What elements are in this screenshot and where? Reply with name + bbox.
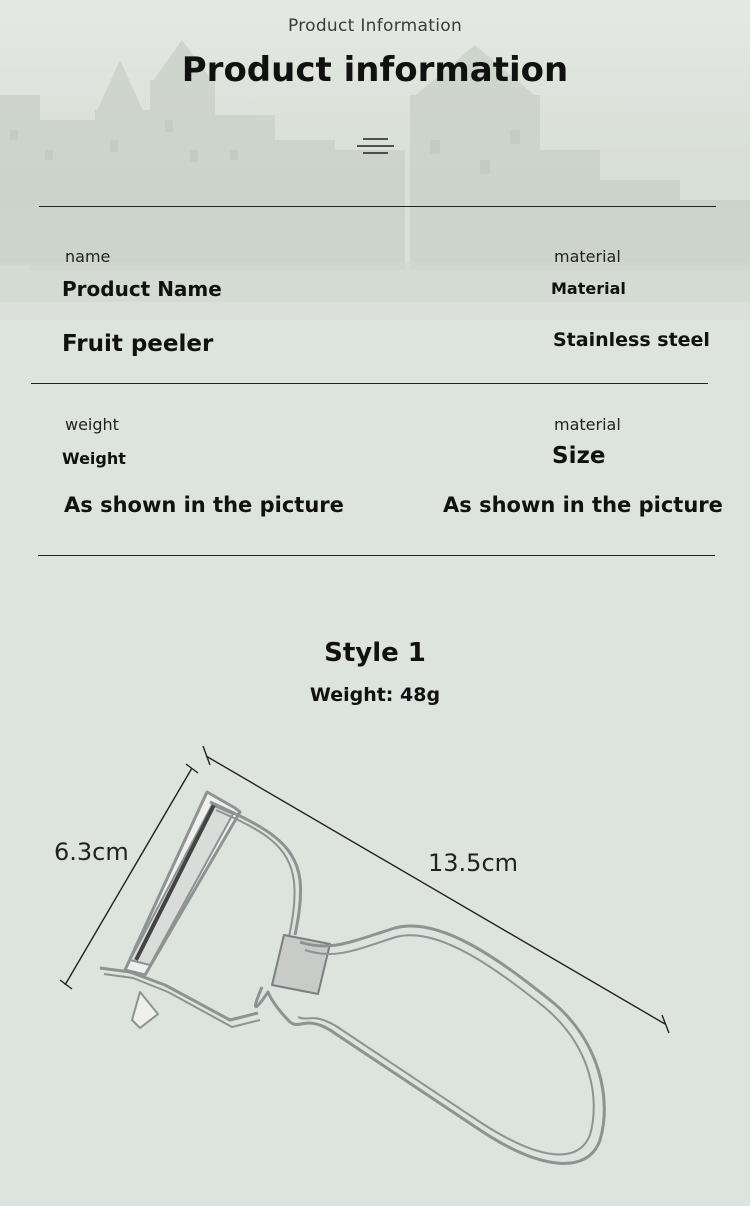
weight-heading: Weight [62, 449, 126, 468]
section-subtitle: Product Information [287, 16, 463, 36]
product-name-value: Fruit peeler [62, 331, 214, 357]
divider [31, 383, 708, 384]
divider [39, 206, 716, 207]
name-label: name [65, 247, 111, 266]
weight-label: weight [65, 415, 119, 434]
style-title: Style 1 [324, 638, 426, 668]
length-dimension-line [203, 746, 669, 1033]
length-label: 13.5cm [428, 849, 519, 877]
material-label: material [554, 247, 621, 266]
size-value: As shown in the picture [443, 493, 723, 517]
menu-lines-icon [357, 136, 394, 156]
width-label: 6.3cm [54, 838, 129, 866]
material-value: Stainless steel [553, 329, 710, 351]
divider [38, 555, 715, 556]
size-heading: Size [552, 443, 606, 469]
size-label: material [554, 415, 621, 434]
material-heading: Material [551, 279, 626, 298]
page-title: Product information [181, 50, 569, 90]
weight-value: As shown in the picture [64, 493, 344, 517]
product-name-heading: Product Name [62, 277, 222, 301]
style-weight: Weight: 48g [309, 684, 441, 706]
background-cityscape [0, 0, 750, 320]
peeler-diagram [0, 730, 750, 1202]
peeler-image [100, 792, 604, 1163]
